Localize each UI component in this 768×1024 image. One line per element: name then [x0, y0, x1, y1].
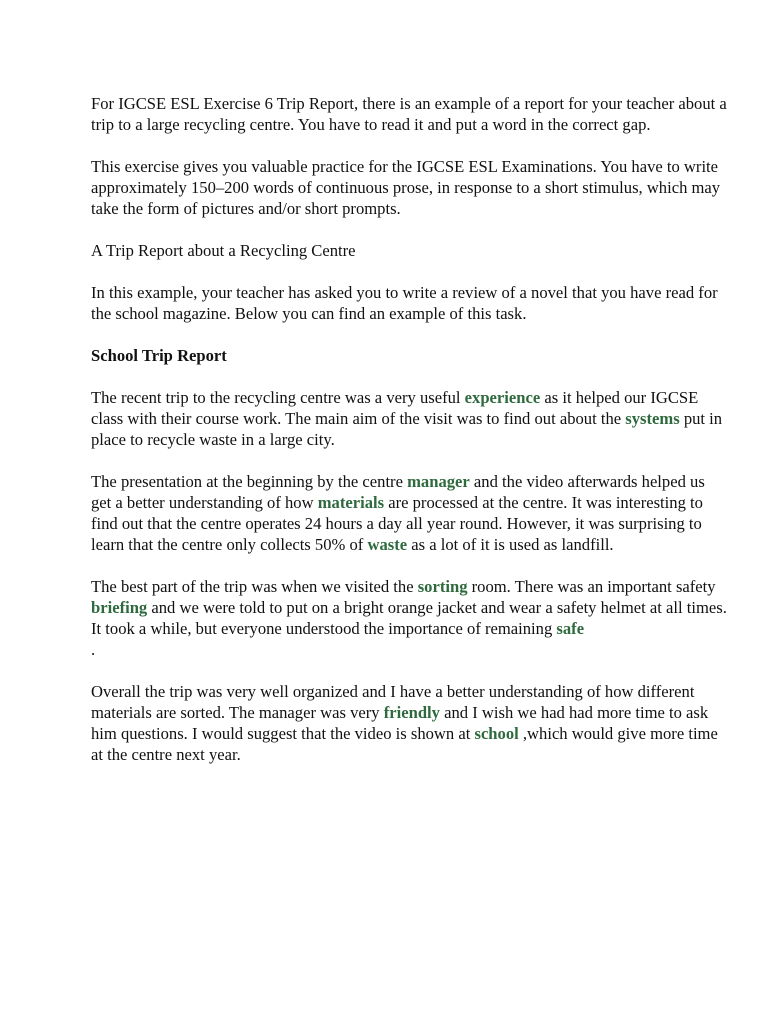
report-paragraph-4 [91, 681, 728, 765]
gap-word: systems [625, 409, 680, 428]
gap-word: waste [367, 535, 408, 554]
text-run: put in place to recycle waste in a large city. [91, 409, 723, 449]
text-run: room. There was an important safety [467, 577, 716, 596]
intro-paragraph-1: For IGCSE ESL Exercise 6 Trip Report, there is an example of a report for your teacher about a trip to a large recycling centre. You have to read it and put a word in the correct gap. [91, 94, 727, 134]
gap-word: manager [407, 472, 470, 491]
intro-subtitle: A Trip Report about a Recycling Centre [91, 241, 356, 260]
paragraph-3-body [91, 576, 728, 639]
text-run: and the video afterwards helped us get a better understanding of how [91, 472, 705, 512]
report-paragraph-2 [91, 471, 728, 555]
text-run: The presentation at the beginning by the centre [91, 472, 408, 491]
paragraph-3-period: . [91, 640, 96, 659]
text-run: The recent trip to the recycling centre was a very useful [91, 388, 465, 407]
gap-word: friendly [383, 703, 440, 722]
report-paragraph-3 [91, 576, 728, 660]
text-run: as a lot of it is used as landfill. [407, 535, 614, 554]
gap-word: materials [317, 493, 385, 512]
text-run: The best part of the trip was when we visited the [91, 577, 418, 596]
intro-paragraph-2: This exercise gives you valuable practice for the IGCSE ESL Examinations. You have to write approximately 150–200 words of continuous prose, in response to a short stimulus, which may take the form of pictures and/or short prompts. [91, 157, 721, 218]
text-run: as it helped our IGCSE class with their course work. The main aim of the visit was to find out about the [91, 388, 699, 428]
gap-word: experience [464, 388, 541, 407]
text-run: are processed at the centre. It was interesting to find out that the centre operates 24 hours a day all year round. However, it was surprising to learn that the centre only collects 50% of [91, 493, 703, 554]
text-run: and we were told to put on a bright orange jacket and wear a safety helmet at all times. It took a while, but everyone understood the importance of remaining [91, 598, 727, 638]
text-run: ,which would give more time at the centre next year. [91, 724, 718, 764]
report-paragraph-1 [91, 387, 728, 450]
gap-word: safe [556, 619, 585, 638]
text-run: and I wish we had had more time to ask him questions. I would suggest that the video is shown at [91, 703, 709, 743]
report-heading: School Trip Report [91, 346, 227, 365]
gap-word: sorting [417, 577, 468, 596]
gap-word: school [474, 724, 519, 743]
text-run: Overall the trip was very well organized and I have a better understanding of how different materials are sorted. The manager was very [91, 682, 695, 722]
intro-paragraph-4: In this example, your teacher has asked you to write a review of a novel that you have read for the school magazine. Below you can find an example of this task. [91, 283, 718, 323]
gap-word: briefing [91, 598, 148, 617]
